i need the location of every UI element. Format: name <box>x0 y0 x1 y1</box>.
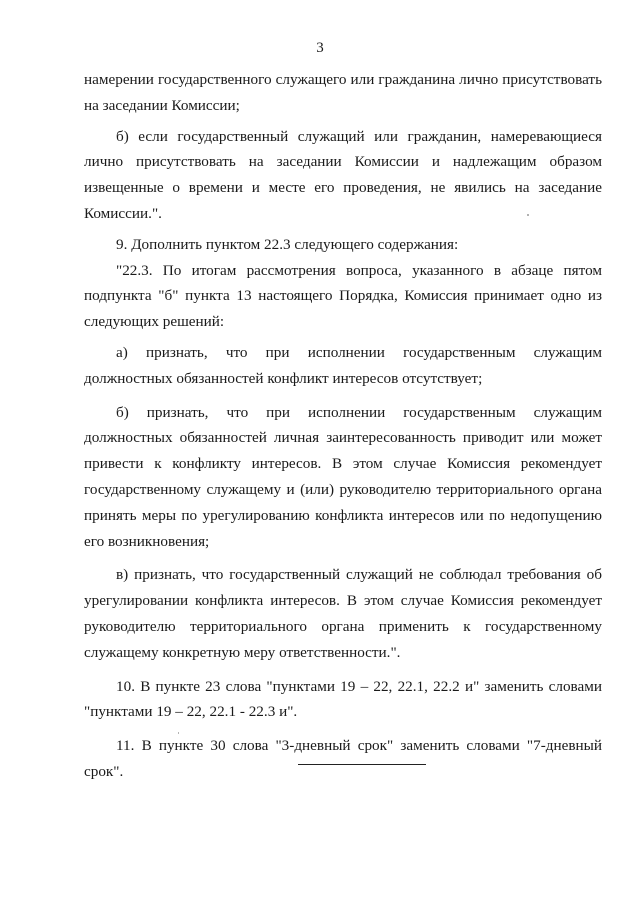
paragraph-decision-a: а) признать, что при исполнении государственным служащим должностных обязанностей конфликт интересов отсутствует; <box>84 343 602 387</box>
paragraph-item-10: 10. В пункте 23 слова "пунктами 19 – 22, 22.1, 22.2 и" заменить словами "пунктами 19 – 22, 22.1 - 22.3 и". <box>84 677 602 721</box>
paragraph-continuation: намерении государственного служащего или гражданина лично присутствовать на заседании Комиссии; <box>84 71 602 114</box>
scan-speck <box>527 214 529 216</box>
page-number: 3 <box>316 40 324 56</box>
paragraph-clause-22-3: "22.3. По итогам рассмотрения вопроса, указанного в абзаце пятом подпункта "б" пункта 13 настоящего Порядка, Комиссия принимает одно из следующих решений: <box>84 261 602 331</box>
paragraph-decision-b: б) признать, что при исполнении государственным служащим должностных обязанностей личная заинтересованность приводит или может привести к конфликту интересов. В этом случае Комиссия рекомендует государственному служащему и (или) руководителю территориального органа принять меры по урегулированию конфликта интересов или по недопущению его возникновения; <box>84 403 602 550</box>
paragraph-decision-v: в) признать, что государственный служащий не соблюдал требования об урегулировании конфликта интересов. В этом случае Комиссия рекомендует руководителю территориального органа применить к государственному служащему конкретную меру ответственности.". <box>84 566 602 661</box>
document-body <box>84 67 602 785</box>
paragraph-subitem-b: б) если государственный служащий или гражданин, намеревающиеся лично присутствовать на заседании Комиссии и надлежащим образом извещенные о времени и месте его проведения, не явились на заседание Комиссии.". <box>84 127 602 222</box>
closing-rule <box>298 764 426 765</box>
paragraph-item-11: 11. В пункте 30 слова "3-дневный срок" заменить словами "7-дневный срок". <box>84 737 602 780</box>
scan-speck <box>178 732 179 734</box>
paragraph-item-9: 9. Дополнить пунктом 22.3 следующего содержания: <box>116 235 459 253</box>
